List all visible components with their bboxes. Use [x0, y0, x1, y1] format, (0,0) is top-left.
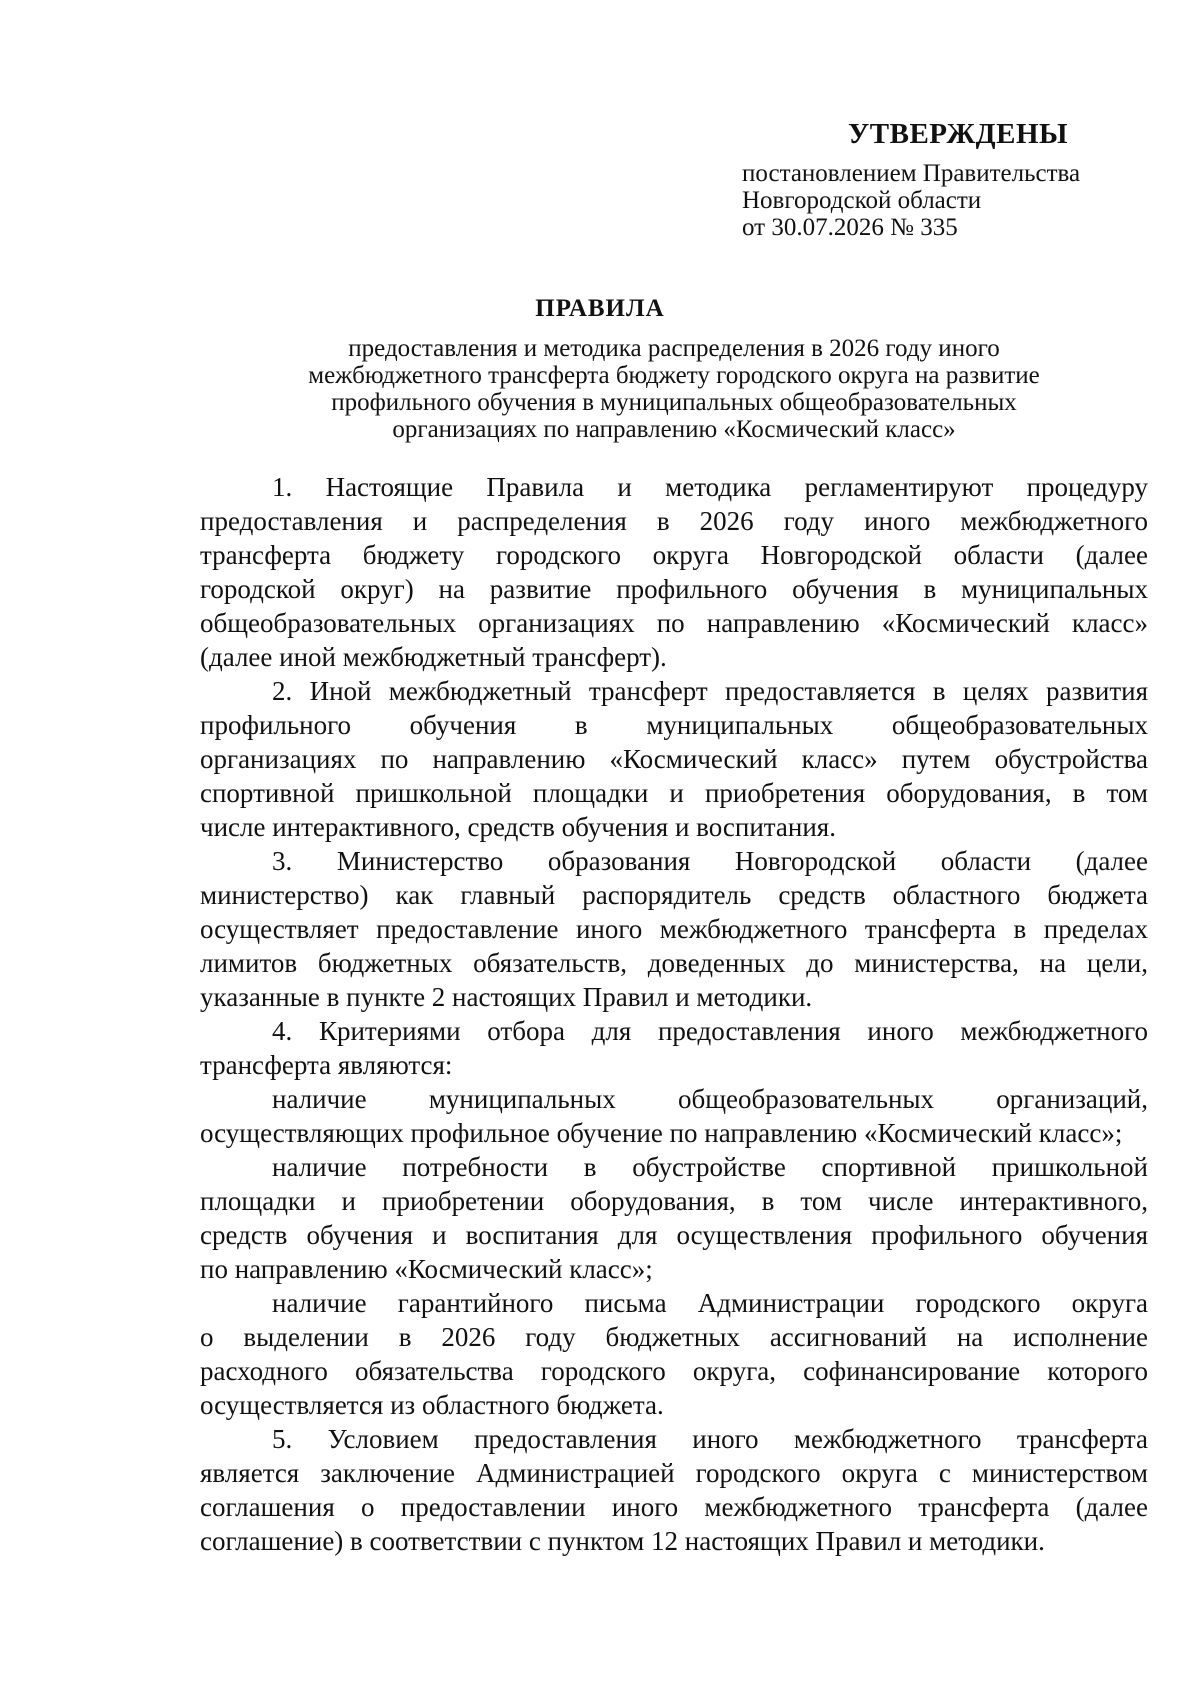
criterion-2	[200, 1150, 1148, 1286]
text-line: 4. Критериями отбора для предоставления иного межбюджетного	[272, 1016, 1148, 1046]
criterion-3	[200, 1286, 1148, 1422]
text-line: 2. Иной межбюджетный трансферт предоставляется в целях развития	[272, 676, 1148, 706]
paragraph-2	[200, 674, 1148, 844]
text-line: осуществляет предоставление иного межбюджетного трансферта в пределах	[200, 914, 1148, 944]
text-line: спортивной пришкольной площадки и приобретения оборудования, в том	[200, 778, 1148, 808]
approval-block	[742, 160, 1162, 241]
text-line: осуществляется из областного бюджета.	[200, 1390, 664, 1420]
paragraph-5	[200, 1422, 1148, 1558]
text-line: расходного обязательства городского округа, софинансирование которого	[200, 1356, 1148, 1386]
paragraph-1	[200, 470, 1148, 674]
text-line: числе интерактивного, средств обучения и воспитания.	[200, 812, 836, 842]
text-line: о выделении в 2026 году бюджетных ассигнований на исполнение	[200, 1322, 1148, 1352]
text-line: соглашения о предоставлении иного межбюджетного трансферта (далее	[200, 1492, 1148, 1522]
text-line: 1. Настоящие Правила и методика регламентируют процедуру	[272, 472, 1148, 502]
approval-line: постановлением Правительства	[742, 160, 1081, 187]
text-line: средств обучения и воспитания для осуществления профильного обучения	[200, 1220, 1148, 1250]
text-line: 5. Условием предоставления иного межбюджетного трансферта	[272, 1424, 1148, 1454]
subtitle-line: межбюджетного трансферта бюджету городского округа на развитие	[308, 362, 1040, 389]
text-line: является заключение Администрацией городского округа с министерством	[200, 1458, 1148, 1488]
text-line: трансферта являются:	[200, 1050, 453, 1080]
text-line: лимитов бюджетных обязательств, доведенных до министерства, на цели,	[200, 948, 1148, 978]
text-line: площадки и приобретении оборудования, в том числе интерактивного,	[200, 1186, 1148, 1216]
paragraph-3	[200, 844, 1148, 1014]
text-line: общеобразовательных организациях по направлению «Космический класс»	[200, 608, 1148, 638]
text-line: осуществляющих профильное обучение по направлению «Космический класс»;	[200, 1118, 1123, 1148]
text-line: предоставления и распределения в 2026 году иного межбюджетного	[200, 506, 1148, 536]
document-body	[200, 470, 1148, 1558]
subtitle-line: организациях по направлению «Космический класс»	[392, 416, 956, 443]
paragraph-4	[200, 1014, 1148, 1082]
text-line: городской округ) на развитие профильного обучения в муниципальных	[200, 574, 1148, 604]
document-subtitle	[200, 335, 1148, 443]
text-line: профильного обучения в муниципальных общеобразовательных	[200, 710, 1148, 740]
text-line: наличие муниципальных общеобразовательных организаций,	[272, 1084, 1148, 1114]
text-line: организациях по направлению «Космический класс» путем обустройства	[200, 744, 1148, 774]
text-line: указанные в пункте 2 настоящих Правил и методики.	[200, 982, 813, 1012]
text-line: по направлению «Космический класс»;	[200, 1254, 653, 1284]
approval-line: Новгородской области	[742, 187, 982, 214]
text-line: соглашение) в соответствии с пунктом 12 настоящих Правил и методики.	[200, 1526, 1045, 1556]
text-line: министерство) как главный распорядитель средств областного бюджета	[200, 880, 1148, 910]
criterion-1	[200, 1082, 1148, 1150]
document-title: ПРАВИЛА	[535, 295, 665, 322]
text-line: (далее иной межбюджетный трансферт).	[200, 642, 667, 672]
text-line: 3. Министерство образования Новгородской области (далее	[272, 846, 1148, 876]
text-line: наличие потребности в обустройстве спортивной пришкольной	[272, 1152, 1148, 1182]
text-line: наличие гарантийного письма Администрации городского округа	[272, 1288, 1148, 1318]
subtitle-line: предоставления и методика распределения в 2026 году иного	[348, 335, 1000, 362]
subtitle-line: профильного обучения в муниципальных общеобразовательных	[331, 389, 1017, 416]
approval-line: от 30.07.2026 № 335	[742, 214, 958, 241]
approval-heading: УТВЕРЖДЕНЫ	[848, 118, 1069, 150]
text-line: трансферта бюджету городского округа Новгородской области (далее	[200, 540, 1148, 570]
